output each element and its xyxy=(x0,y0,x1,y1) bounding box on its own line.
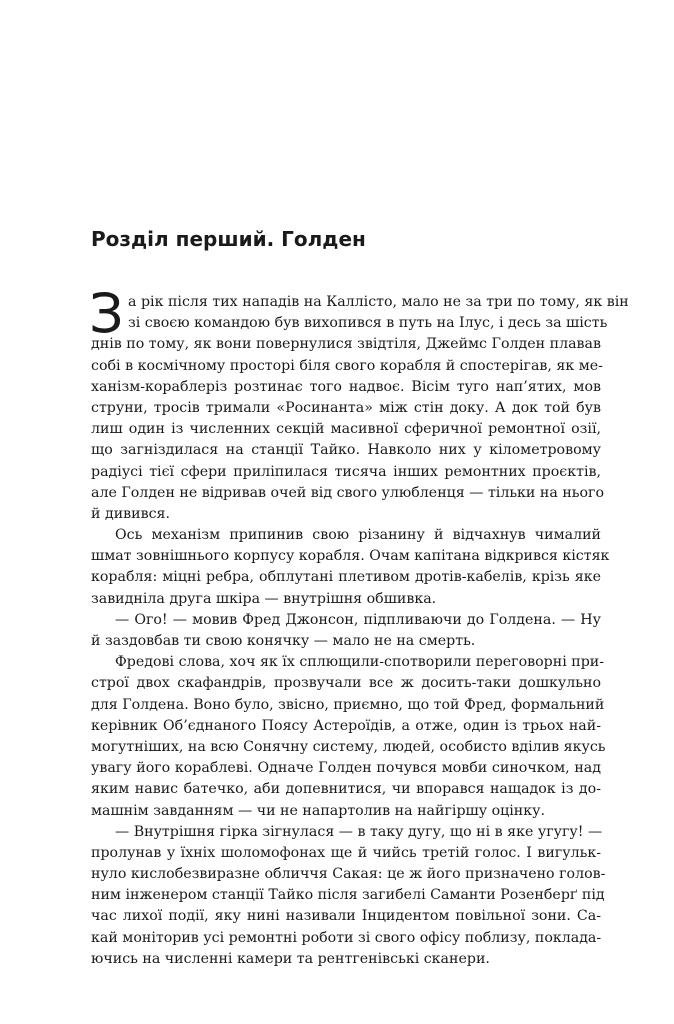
text-line: а рік після тих нападів на Каллісто, мало не за три по тому, як він xyxy=(128,294,629,310)
text-line: ним інженером станції Тайко після загибелі Саманти Розенберґ під xyxy=(91,887,605,904)
text-line: строї двох скафандрів, прозвучали все ж досить-таки дошкульно xyxy=(91,675,601,692)
text-line: зі своєю командою був вихопився в путь на Ілус, і десь за шість xyxy=(128,315,608,332)
text-line: — Ого! — мовив Фред Джонсон, підпливаючи до Голдена. — Ну xyxy=(115,611,601,628)
text-line: машнім завданням — чи не напартолив на найгіршу оцінку. xyxy=(91,802,545,819)
text-line: пролунав у їхніх шоломофонах ще й чийсь третій голос. І вигульк- xyxy=(91,844,601,861)
text-line: кай моніторив усі ремонтні роботи зі свого офісу поблизу, поклада- xyxy=(91,929,602,946)
text-line: керівник Об’єднаного Поясу Астероїдів, а отже, один із трьох най- xyxy=(91,717,601,734)
text-line: струни, тросів тримали «Росинанта» між стін доку. А док той був xyxy=(91,399,601,416)
text-line: ючись на численні камери та рентгенівські сканери. xyxy=(91,950,490,967)
text-line: могутніших, на всю Сонячну систему, людей, особисто вділив якусь xyxy=(91,738,606,755)
text-line: час лихої події, яку нині називали Інцидентом повільної зони. Са- xyxy=(91,908,601,925)
text-line: шмат зовнішнього корпусу корабля. Очам капітана відкрився кістяк xyxy=(91,548,610,565)
text-line: увагу його кораблеві. Одначе Голден почувся мовби синочком, над xyxy=(91,760,601,777)
text-line: днів по тому, як вони повернулися звідтіля, Джеймс Голден плавав xyxy=(91,336,601,353)
text-line: нуло кислобезвиразне обличчя Сакая: це ж його призначено голов- xyxy=(91,866,606,883)
text-line: що загніздилася на станції Тайко. Навколо них у кілометровому xyxy=(91,442,601,459)
text-line: — Внутрішня гірка зігнулася — в таку дугу, що ні в яке угугу! — xyxy=(115,823,603,840)
text-line: й заздовбав ти свою конячку — мало не на смерть. xyxy=(91,633,476,649)
chapter-title: Розділ перший. Голден xyxy=(91,227,366,251)
text-line: собі в космічному просторі біля свого корабля й спостерігав, як ме- xyxy=(91,357,603,374)
text-line: лиш один із численних секцій масивної сферичної ремонтної озії, xyxy=(91,421,601,438)
text-line: яким навис батечко, аби допевнитися, чи впорався нащадок із до- xyxy=(91,781,601,798)
text-line: й дивився. xyxy=(91,505,170,522)
text-line: для Голдена. Воно було, звісно, приємно, що той Фред, формальний xyxy=(91,696,605,713)
text-line: Ось механізм припинив свою різанину й відчахнув чималий xyxy=(115,527,601,544)
chapter-body-text xyxy=(89,282,629,970)
text-line: Фредові слова, хоч як їх сплющили-спотворили переговорні при- xyxy=(115,654,605,671)
text-line: але Голден не відривав очей від свого улюбленця — тільки на нього xyxy=(91,484,605,501)
text-line: завидніла друга шкіра — внутрішня обшивка. xyxy=(91,590,437,607)
text-line: ханізм-кораблеріз розтинає того надвоє. Вісім туго нап’ятих, мов xyxy=(91,378,601,395)
text-line: корабля: міцні ребра, обплутані плетивом дротів-кабелів, крізь яке xyxy=(91,569,601,586)
drop-cap-letter: З xyxy=(89,282,124,345)
text-line: радіусі тієї сфери приліпилася тисяча інших ремонтних проєктів, xyxy=(91,463,601,480)
